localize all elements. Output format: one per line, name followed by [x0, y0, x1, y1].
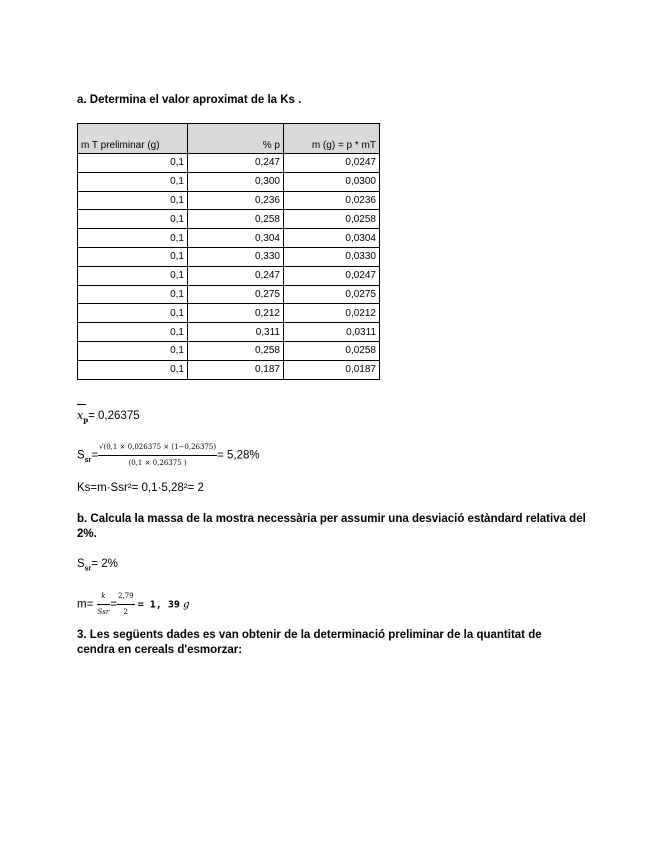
data-table: [77, 123, 380, 380]
overline-bar: [77, 404, 86, 405]
cell-mt: 0,1: [78, 304, 188, 323]
table-row: [78, 360, 380, 379]
ssr2-label: S: [77, 558, 85, 570]
table-row: [78, 172, 380, 191]
ssr2-subscript: sr: [84, 565, 92, 573]
cell-mt: 0,1: [78, 323, 188, 342]
frac2-denominator: 2: [123, 608, 128, 616]
cell-mass: 0,0330: [284, 247, 380, 266]
ssr-fraction: [98, 440, 217, 471]
cell-percent-p: 0,258: [188, 341, 284, 360]
cell-percent-p: 0,304: [188, 229, 284, 248]
mass-result: = 1, 39: [137, 599, 180, 611]
cell-mass: 0,0187: [284, 360, 380, 379]
table-row: [78, 285, 380, 304]
cell-percent-p: 0,212: [188, 304, 284, 323]
table-row: [78, 323, 380, 342]
value-fraction: [117, 589, 135, 620]
cell-percent-p: 0,330: [188, 247, 284, 266]
table-row: [78, 247, 380, 266]
ssr-subscript: sr: [84, 456, 92, 464]
cell-mt: 0,1: [78, 360, 188, 379]
table-body: [78, 154, 380, 380]
mean-line: [77, 404, 217, 430]
mean-subscript: p: [83, 415, 89, 425]
header-percent-p: % p: [188, 124, 284, 154]
table-row: [78, 154, 380, 173]
cell-mt: 0,1: [78, 210, 188, 229]
cell-mass: 0,0258: [284, 210, 380, 229]
section-a-title: a. Determina el valor aproximat de la Ks .: [77, 94, 302, 106]
cell-mt: 0,1: [78, 341, 188, 360]
cell-mass: 0,0300: [284, 172, 380, 191]
cell-percent-p: 0,311: [188, 323, 284, 342]
mean-symbol: x: [77, 409, 84, 422]
mass-unit: g: [183, 599, 190, 611]
ssr-formula: [77, 440, 260, 471]
k-over-ssr-fraction: [97, 589, 111, 620]
header-mt-preliminar: m T preliminar (g): [78, 124, 188, 154]
cell-mt: 0,1: [78, 172, 188, 191]
table-row: [78, 210, 380, 229]
cell-mt: 0,1: [78, 229, 188, 248]
frac1-numerator: k: [97, 589, 111, 605]
ssr-denominator: (0,1 × 0,26375 ): [128, 459, 187, 467]
ssr-eq: =: [91, 449, 99, 462]
table-row: [78, 191, 380, 210]
cell-percent-p: 0,300: [188, 172, 284, 191]
cell-percent-p: 0,247: [188, 266, 284, 285]
cell-mass: 0,0275: [284, 285, 380, 304]
ssr2-line: [77, 557, 118, 576]
cell-percent-p: 0,247: [188, 154, 284, 173]
mean-expression: [77, 408, 140, 427]
ssr2-value: = 2%: [91, 558, 118, 570]
cell-mt: 0,1: [78, 191, 188, 210]
cell-mass: 0,0258: [284, 341, 380, 360]
cell-percent-p: 0,258: [188, 210, 284, 229]
mean-value: = 0,26375: [88, 410, 140, 422]
table-row: [78, 304, 380, 323]
cell-mass: 0,0247: [284, 266, 380, 285]
ssr-numerator: √(0,1 × 0,026375 × (1−0,26375): [98, 440, 217, 456]
section-3-title: 3. Les següents dades es van obtenir de la determinació preliminar de la quantitat de cendra en cereals d'esmorzar:: [77, 629, 542, 656]
cell-percent-p: 0,236: [188, 191, 284, 210]
cell-percent-p: 0,187: [188, 360, 284, 379]
cell-mass: 0,0212: [284, 304, 380, 323]
table-header-row: [78, 124, 380, 154]
ssr-label: S: [77, 449, 85, 462]
cell-percent-p: 0,275: [188, 285, 284, 304]
mass-label: m=: [77, 598, 94, 611]
cell-mass: 0,0247: [284, 154, 380, 173]
mass-formula: [77, 589, 190, 620]
section-b-title: b. Calcula la massa de la mostra necessària per assumir una desviació estàndard relativa del 2%.: [77, 513, 586, 540]
header-mass: m (g) = p * mT: [284, 124, 380, 154]
ks-line: Ks=m·Ssr²= 0,1·5,28²= 2: [77, 482, 204, 494]
table-row: [78, 341, 380, 360]
table-row: [78, 266, 380, 285]
mass-eq1: =: [110, 598, 117, 611]
cell-mt: 0,1: [78, 154, 188, 173]
cell-mass: 0,0236: [284, 191, 380, 210]
table-row: [78, 229, 380, 248]
ssr-result: = 5,28%: [217, 449, 260, 462]
frac2-numerator: 2,79: [117, 589, 135, 605]
frac1-denominator: Ssr: [97, 608, 110, 616]
cell-mass: 0,0304: [284, 229, 380, 248]
cell-mt: 0,1: [78, 285, 188, 304]
cell-mass: 0,0311: [284, 323, 380, 342]
cell-mt: 0,1: [78, 247, 188, 266]
cell-mt: 0,1: [78, 266, 188, 285]
